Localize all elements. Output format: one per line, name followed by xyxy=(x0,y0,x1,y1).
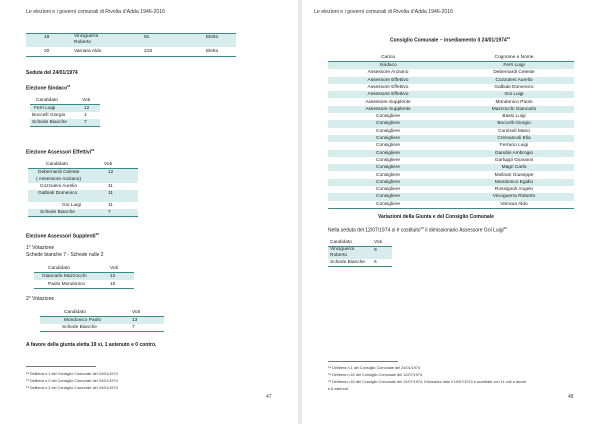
council-role: Assessore Effettivo xyxy=(367,92,409,98)
table-row xyxy=(328,193,574,200)
council-role: Consigliere xyxy=(376,201,400,207)
council-name: Vinciguerra Roberto xyxy=(492,194,536,200)
seconda-votazione: 2° Votazione xyxy=(26,296,55,302)
variazioni-title: Variazioni della Giunta e del Consiglio Comunale xyxy=(378,214,494,220)
table-rule xyxy=(34,288,134,289)
footnote: e 6 astenuti. xyxy=(328,387,349,391)
council-role: Consigliere xyxy=(376,157,400,163)
table-row xyxy=(328,77,574,84)
council-role: Consigliere xyxy=(376,150,400,156)
council-title: Consiglio Comunale – insediamento il 24/01/1974$^{64}$ xyxy=(390,36,511,44)
table-row: Galbiati Domenico 11 xyxy=(28,190,138,202)
right-header-title: Le elezioni e i governi comunali di Rivolta d’Adda 1946-2016 xyxy=(314,9,453,15)
table-row: Vinciguerra Roberto 9 xyxy=(328,247,392,259)
page-number: 48 xyxy=(568,394,574,400)
footnote: ⁶¹ Delibera n.1 del Consiglio Comunale del 24/01/1974 xyxy=(26,372,118,376)
prima-votazione: 1° Votazione xyxy=(26,245,55,251)
sindaco-title: Elezione Sindaco$^{61}$ xyxy=(26,84,71,92)
table-row xyxy=(328,106,574,113)
table-row: 20 Varnara Aldo 218 Eletto xyxy=(44,49,219,54)
table-row xyxy=(328,62,574,69)
prima-table-header: Candidato Voti xyxy=(48,266,119,271)
council-name: Ferrario Luigi xyxy=(499,143,529,149)
footnote: ⁶⁴ Delibera n.1 del Consiglio Comunale del 24/01/1974 xyxy=(328,366,421,370)
table-row xyxy=(328,99,574,106)
seduta-text: Nella seduta del 12/07/1974 si è costituito$^{65}$ il dimissionario Assessore Goi Luigi$^{66}$ xyxy=(328,226,508,234)
council-name: Cozzuleni Aurelio xyxy=(495,77,533,83)
council-name: Bassi Luigi xyxy=(502,114,526,120)
table-rule xyxy=(40,331,164,332)
table-row: Giancarlo Mazzocchi 12 xyxy=(34,273,134,280)
table-row: Schede Bianche 7 xyxy=(30,119,100,126)
table-row xyxy=(328,135,574,142)
council-role: Consigliere xyxy=(376,136,400,141)
table-row xyxy=(328,164,574,171)
council-name: Comisoli Mario xyxy=(498,128,530,134)
table-row xyxy=(328,113,574,120)
table-row: Schede Bianche 7 xyxy=(62,325,135,330)
table-row xyxy=(328,186,574,193)
council-name: Debernardi Celeste xyxy=(493,70,535,76)
left-page xyxy=(0,0,298,424)
page-number: 47 xyxy=(266,394,272,400)
council-name: Magri Carlo xyxy=(501,165,527,171)
council-role: Assessore Anziano xyxy=(367,70,409,76)
council-name: Mondonico Egidio xyxy=(494,179,534,185)
council-role: Assessore Effettivo xyxy=(367,77,409,83)
right-page xyxy=(302,0,600,424)
session-title: Seduta del 24/01/1974 xyxy=(26,70,78,76)
table-row xyxy=(328,142,574,149)
left-header-title: Le elezioni e i governi comunali di Rivolta d’Adda 1946-2016 xyxy=(26,9,165,15)
assessori-table-header: Candidato Voti xyxy=(46,162,113,167)
footnote: ⁶⁵ Delibera n.40 del Consiglio Comunale del 12/07/1974 xyxy=(328,373,423,377)
council-role: Consigliere xyxy=(376,165,400,171)
table-rule xyxy=(328,266,392,267)
prima-schede: Schede bianche 7 - Schede nulle 2 xyxy=(26,252,104,258)
council-role: Assessore Supplente xyxy=(365,106,411,112)
council-role: Consigliere xyxy=(376,172,400,178)
footnote: ⁶² Delibera n.2 del Consiglio Comunale del 24/01/1974 xyxy=(26,379,118,383)
footnote: ⁶³ Delibera n.3 del Consiglio Comunale del 24/01/1974 xyxy=(26,386,118,390)
table-row xyxy=(328,150,574,157)
closing-text: A favore della giunta eletta 19 sì, 1 astenuto e 0 contro. xyxy=(26,342,157,348)
footnote-separator xyxy=(26,366,96,367)
council-role: Assessore Effettivo xyxy=(367,84,409,90)
table-row: Schede Bianche 7 xyxy=(28,209,138,216)
table-row: Ferri Luigi 12 xyxy=(30,105,100,112)
table-row xyxy=(328,201,574,208)
table-row: Schede Bianche 6 xyxy=(330,260,377,265)
council-name: Rossignoli Angelo xyxy=(494,187,534,193)
council-name: Galbiati Domenico xyxy=(494,84,534,90)
table-row xyxy=(328,157,574,164)
top-table-rule-bottom xyxy=(26,56,236,57)
council-role: Consigliere xyxy=(376,179,400,185)
council-role: Consigliere xyxy=(376,187,400,193)
sindaco-table-header: Candidato Voti xyxy=(36,98,91,103)
council-role: Assessore Supplente xyxy=(365,99,411,105)
council-name: Molinari Giuseppe xyxy=(494,172,534,178)
council-name: Mondonico Paolo xyxy=(495,99,533,105)
council-role: Consigliere xyxy=(376,143,400,149)
council-role: Consigliere xyxy=(376,194,400,200)
council-role: Sindaco xyxy=(379,63,397,68)
table-row: Boccelli Giorgio 1 xyxy=(32,113,87,118)
council-name: Mazzocchi Giancarlo xyxy=(491,106,537,112)
council-name: Ferri Luigi xyxy=(503,63,525,68)
council-role: Consigliere xyxy=(376,128,400,134)
table-row xyxy=(328,179,574,186)
table-row xyxy=(328,128,574,135)
table-rule xyxy=(28,216,138,217)
table-row: Mondonico Paolo 13 xyxy=(40,317,164,324)
council-name: Cremascoli Elia xyxy=(497,136,531,141)
table-row: Cozzuleni Aurelio 11 xyxy=(40,184,113,189)
council-table-header: Carica Cognome e Nome xyxy=(381,55,534,60)
assessori-title: Elezione Assessori Effettivi$^{62}$ xyxy=(26,148,95,156)
table-row: Goi Luigi 11 xyxy=(62,203,113,208)
table-row: Paolo Mondonico 10 xyxy=(48,282,116,287)
table-row xyxy=(328,91,574,98)
small-table-header: Candidato Voti xyxy=(330,240,383,245)
table-rule xyxy=(328,208,574,209)
supplenti-title: Elezione Assessori Supplenti$^{63}$ xyxy=(26,232,99,240)
table-row xyxy=(328,84,574,91)
footnote-separator xyxy=(328,361,398,362)
council-name: Garluppi Giovanni xyxy=(494,157,534,163)
table-row: Debernardi Celeste 12 xyxy=(28,169,138,176)
council-name: Varnara Aldo xyxy=(500,201,528,207)
table-row xyxy=(328,172,574,179)
table-row: 19 Vinciguerra Roberto 91 Eletto xyxy=(26,34,236,47)
council-role: Consigliere xyxy=(376,121,400,127)
council-name: Goi Luigi xyxy=(504,92,524,98)
footnote: ⁶⁶ Delibera n.40 del Consiglio Comunale del 12/07/1974. Dimissioni date il 10/07/1974 e accettate con 11 voti a favore xyxy=(328,380,527,384)
council-role: Consigliere xyxy=(376,114,400,120)
council-name: Boccelli Giorgio xyxy=(497,121,531,127)
council-name: Gandini Ambrogio xyxy=(494,150,534,156)
table-rule xyxy=(30,126,100,127)
table-row xyxy=(328,120,574,127)
seconda-table-header: Candidato Voti xyxy=(64,310,141,315)
table-row xyxy=(328,69,574,76)
table-row: ( Assessore Anziano) xyxy=(28,176,138,183)
